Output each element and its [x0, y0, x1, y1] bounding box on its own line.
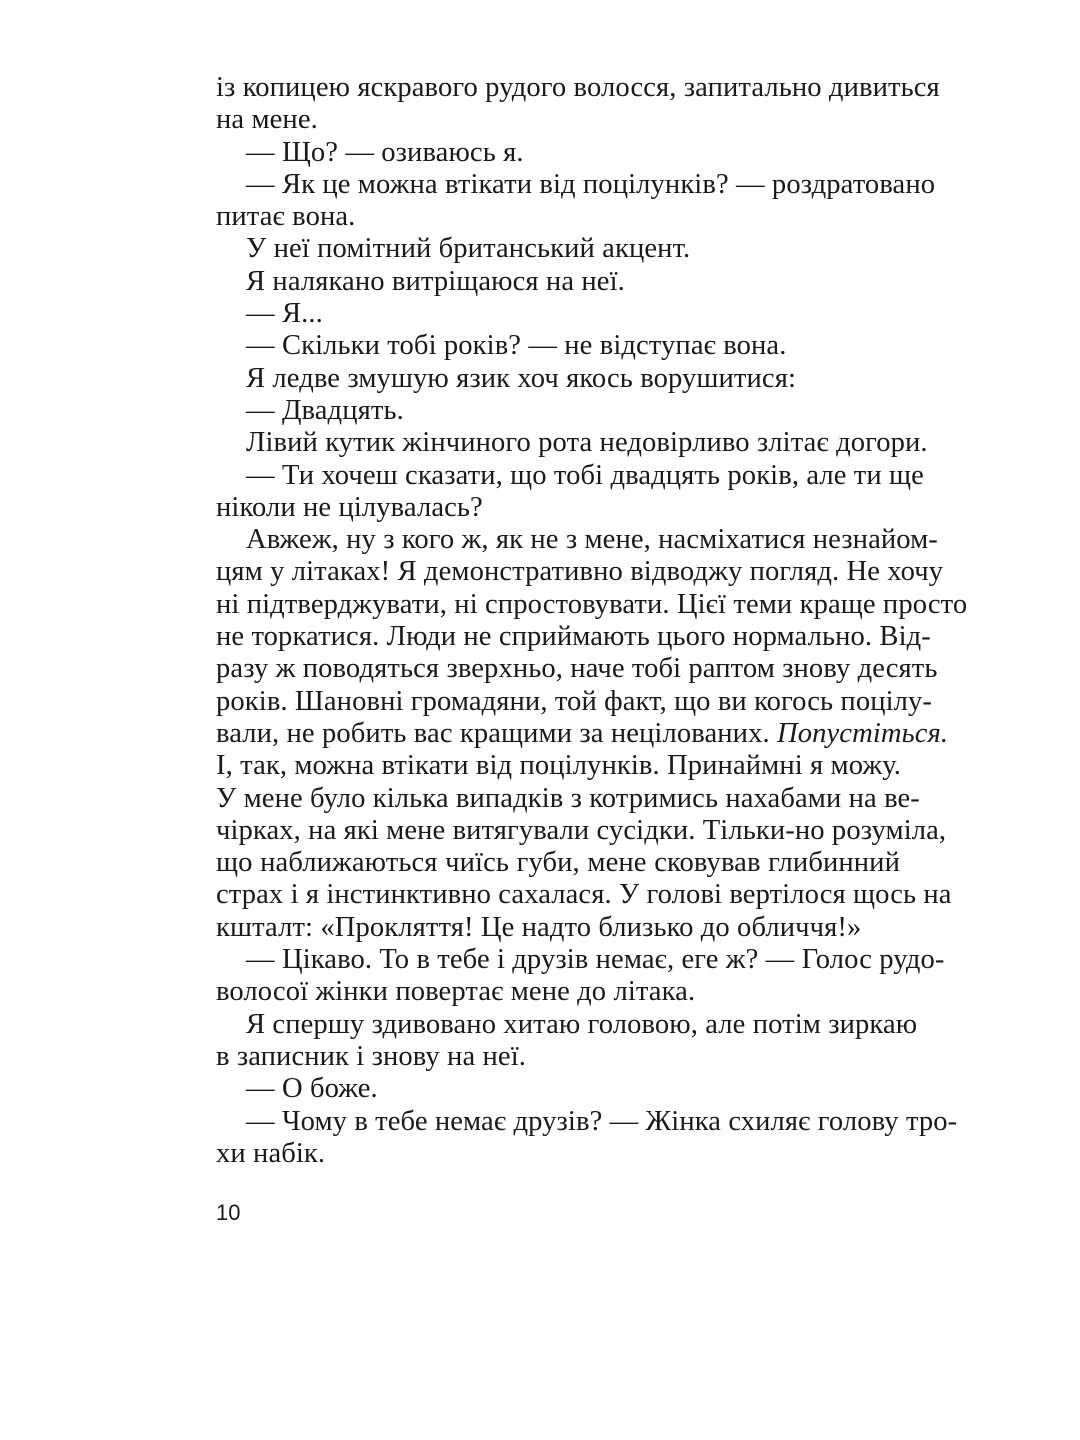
text-line-content: — Як це можна втікати від поцілунків? — роздратовано — [246, 168, 936, 200]
text-line-content: хи набік. — [216, 1137, 326, 1169]
text-line — [216, 168, 936, 201]
text-line-content: У мене було кілька випадків з котримись нахабами на ве- — [216, 782, 920, 814]
text-line — [216, 104, 900, 136]
text-line-content: — Двадцять. — [246, 394, 404, 426]
text-line-content: Я спершу здивовано хитаю головою, але потім зиркаю — [246, 1008, 918, 1040]
text-line-content: в записник і знову на неї. — [216, 1040, 526, 1072]
text-line — [216, 459, 924, 492]
text-line-content: ніколи не цілувалась? — [216, 491, 483, 523]
text-line — [216, 492, 900, 524]
text-line-content: разу ж поводяться зверхньо, наче тобі раптом знову десять — [216, 653, 938, 685]
text-line — [216, 266, 900, 298]
text-line — [216, 750, 900, 782]
text-line-content: — О боже. — [246, 1073, 378, 1105]
text-line — [216, 847, 900, 879]
text-line-content: — Що? — озиваюсь я. — [246, 136, 524, 168]
text-line-content: років. Шановні громадяни, той факт, що ви когось поцілу- — [216, 685, 933, 717]
text-line — [216, 137, 900, 169]
text-line — [216, 1008, 918, 1041]
text-line-content: кшталт: «Прокляття! Це надто близько до обличчя!» — [216, 911, 862, 943]
text-line — [216, 717, 949, 750]
text-line-content: вали, не робить вас кращими за нецілованих. — [216, 717, 770, 749]
text-line-content: І, так, можна втікати від поцілунків. Принаймні я можу. — [216, 750, 902, 782]
text-line-content: не торкатися. Люди не сприймають цього нормально. Від- — [216, 621, 931, 653]
text-line — [216, 1041, 900, 1073]
page-number: 10 — [216, 1200, 241, 1225]
text-line-content: волосої жінки повертає мене до літака. — [216, 976, 696, 1008]
text-line — [216, 72, 940, 104]
text-line — [216, 395, 900, 427]
text-line-content: Лівий кутик жінчиного рота недовірливо злітає догори. — [246, 427, 928, 459]
text-line — [216, 427, 928, 459]
text-line — [216, 588, 968, 621]
text-line — [216, 556, 944, 588]
text-line-content: — Ти хочеш сказати, що тобі двадцять років, але ти ще — [246, 459, 924, 491]
text-line — [216, 782, 920, 815]
text-line-content: на мене. — [216, 104, 318, 136]
book-page — [216, 72, 968, 1332]
text-line — [216, 976, 900, 1008]
text-line — [216, 944, 945, 976]
text-line — [216, 912, 900, 944]
text-line — [216, 814, 947, 847]
text-line — [216, 330, 900, 362]
italic-emphasis: Попустіться. — [776, 717, 949, 749]
body-text — [216, 72, 968, 1170]
text-line — [216, 524, 938, 556]
text-line — [216, 201, 900, 233]
text-line — [216, 363, 900, 395]
text-line — [216, 621, 931, 653]
text-line-content: — Чому в тебе немає друзів? — Жінка схиляє голову тро- — [246, 1105, 958, 1137]
text-line-content: чірках, на які мене витягували сусідки. Тільки-но розуміла, — [216, 814, 947, 846]
text-line-content: — Скільки тобі років? — не відступає вона. — [246, 330, 787, 362]
text-line — [216, 685, 933, 718]
text-line-content: страх і я інстинктивно сахалася. У голові вертілося щось на — [216, 879, 952, 911]
text-line-content: — Я... — [246, 298, 323, 330]
text-line — [216, 298, 900, 330]
text-line-content: Авжеж, ну з кого ж, як не з мене, насміхатися незнайом- — [246, 524, 938, 556]
text-line-content: питає вона. — [216, 201, 356, 233]
text-line — [216, 1073, 900, 1105]
text-line-content: Я налякано витріщаюся на неї. — [246, 265, 625, 297]
text-line — [216, 879, 952, 911]
text-line — [216, 653, 938, 685]
text-line-content: Я ледве змушую язик хоч якось ворушитися: — [246, 362, 797, 394]
text-line-content: У неї помітний британський акцент. — [246, 233, 691, 265]
text-line — [216, 1138, 900, 1170]
text-line — [216, 233, 900, 265]
text-line-content: що наближаються чиїсь губи, мене сковував глибинний — [216, 847, 900, 879]
text-line-content: ні підтверджувати, ні спростовувати. Цієї теми краще просто — [216, 588, 968, 620]
text-line-content: із копицею яскравого рудого волосся, запитально дивиться — [216, 72, 940, 103]
text-line-content: — Цікаво. То в тебе і друзів немає, еге ж? — Голос рудо- — [246, 944, 945, 976]
text-line — [216, 1105, 958, 1138]
text-line-content: цям у літаках! Я демонстративно відводжу погляд. Не хочу — [216, 556, 944, 588]
